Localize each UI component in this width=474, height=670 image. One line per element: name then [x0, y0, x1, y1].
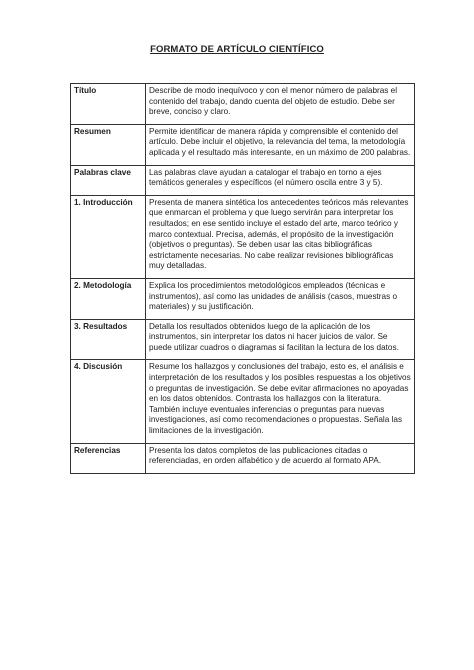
table-row-discusion — [71, 360, 415, 443]
table-row-resumen — [71, 124, 415, 165]
table-row-introduccion — [71, 195, 415, 278]
row-label: 3. Resultados — [71, 319, 146, 360]
row-description: Resume los hallazgos y conclusiones del trabajo, esto es, el análisis e interpretación de los resultados y los posibles respuestas a los objetivos o preguntas de investigación. Se debe evitar afirmaciones no apoyadas en los datos obtenidos. Contrasta los hallazgos con la literatura. También incluye eventuales inferencias o preguntas para nuevas investigaciones, así como recomendaciones o propuestas. Señala las limitaciones de la investigación. — [146, 360, 415, 443]
table-row-metodologia — [71, 278, 415, 319]
row-description: Permite identificar de manera rápida y comprensible el contenido del artículo. Debe incluir el objetivo, la relevancia del tema, la metodología aplicada y el resultado más interesante, en un máximo de 200 palabras. — [146, 124, 415, 165]
row-label: 2. Metodología — [71, 278, 146, 319]
table-row-palabras-clave — [71, 165, 415, 195]
table-row-referencias — [71, 443, 415, 473]
row-description: Las palabras clave ayudan a catalogar el trabajo en torno a ejes temáticos generales y específicos (el número oscila entre 3 y 5). — [146, 165, 415, 195]
document-title: FORMATO DE ARTÍCULO CIENTÍFICO — [150, 44, 324, 55]
row-label: 1. Introducción — [71, 195, 146, 278]
row-label: Referencias — [71, 443, 146, 473]
row-description: Presenta de manera sintética los antecedentes teóricos más relevantes que enmarcan el problema y que luego servirán para interpretar los resultados; en ese sentido incluye el estado del arte, marco teórico y marco contextual. Precisa, además, el propósito de la investigación (objetivos o preguntas). Se deben usar las citas bibliográficas estrictamente necesarias. No cabe realizar revisiones bibliográficas muy detalladas. — [146, 195, 415, 278]
row-label: Resumen — [71, 124, 146, 165]
table-row-resultados — [71, 319, 415, 360]
format-table — [70, 83, 415, 474]
row-description: Explica los procedimientos metodológicos empleados (técnicas e instrumentos), así como las unidades de análisis (casos, muestras o materiales) y su justificación. — [146, 278, 415, 319]
row-description: Detalla los resultados obtenidos luego de la aplicación de los instrumentos, sin interpretar los datos ni hacer juicios de valor. Se puede utilizar cuadros o diagramas si facilitan la lectura de los datos. — [146, 319, 415, 360]
row-description: Describe de modo inequívoco y con el menor número de palabras el contenido del trabajo, dando cuenta del objeto de estudio. Debe ser breve, conciso y claro. — [146, 84, 415, 125]
row-description: Presenta los datos completos de las publicaciones citadas o referenciadas, en orden alfabético y de acuerdo al formato APA. — [146, 443, 415, 473]
row-label: 4. Discusión — [71, 360, 146, 443]
table-row-titulo — [71, 84, 415, 125]
row-label: Palabras clave — [71, 165, 146, 195]
row-label: Título — [71, 84, 146, 125]
